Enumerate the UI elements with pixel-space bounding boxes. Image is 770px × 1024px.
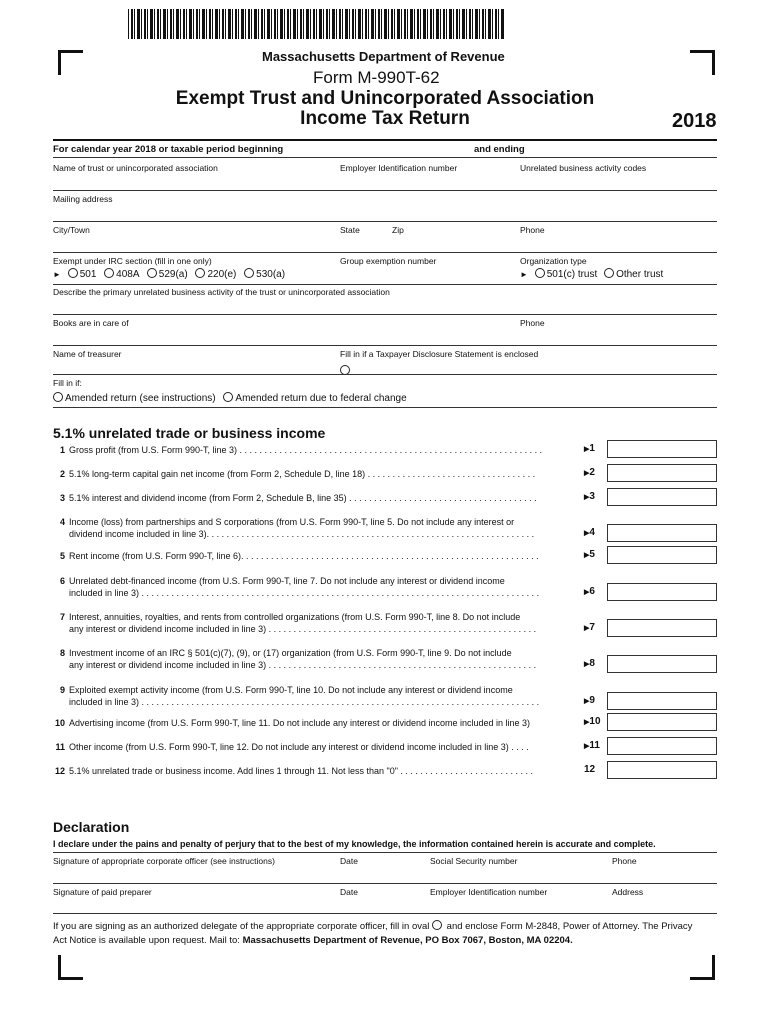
- books-care-label: Books are in care of: [53, 318, 129, 328]
- phone2-label: Phone: [520, 318, 545, 328]
- arrow-icon: ▶: [584, 743, 590, 750]
- line-ref: ▶8: [584, 658, 595, 669]
- arrow-icon: ▶: [584, 494, 590, 501]
- amount-field-line-3[interactable]: [607, 488, 717, 506]
- line-item: [53, 444, 603, 456]
- exempt-option-220e[interactable]: 220(e): [195, 269, 236, 280]
- line-item: [53, 741, 603, 753]
- rule: [53, 190, 717, 191]
- ubac-label: Unrelated business activity codes: [520, 163, 647, 173]
- radio-oval[interactable]: [104, 268, 114, 278]
- rule: [53, 252, 717, 253]
- line-ref: ▶3: [584, 491, 595, 502]
- radio-oval[interactable]: [68, 268, 78, 278]
- line-text: 5.1% unrelated trade or business income. Add lines 1 through 11. Not less than "0" . . . . . . . . . . . . . . . . . . . . . . . . . . .: [69, 766, 533, 776]
- rule: [53, 883, 717, 884]
- amount-field-line-10[interactable]: [607, 713, 717, 731]
- rule: [53, 345, 717, 346]
- amount-field-line-4[interactable]: [607, 524, 717, 542]
- line-number: 3: [59, 493, 65, 503]
- amount-field-line-9[interactable]: [607, 692, 717, 710]
- line-text: Other income (from U.S. Form 990-T, line 12. Do not include any interest or dividend income included in line 3) . . . .: [69, 742, 529, 752]
- mailing-address-label: Mailing address: [53, 194, 113, 204]
- barcode: [128, 9, 504, 39]
- form-title-line2: Income Tax Return: [300, 108, 470, 129]
- tax-year: 2018: [672, 110, 717, 132]
- declaration-text: I declare under the pains and penalty of perjury that to the best of my knowledge, the information contained herein is accurate and complete.: [53, 839, 656, 849]
- treasurer-label: Name of treasurer: [53, 349, 122, 359]
- footer-notice: If you are signing as an authorized delegate of the appropriate corporate officer, fill in oval and enclose Form M-2848, Power of Attorney. The Privacy Act Notice is available upon request. Mail to: Massachusetts Department of Revenue, PO Box 7067, Boston, MA 02204.: [53, 921, 693, 946]
- rule: [53, 852, 717, 853]
- radio-oval[interactable]: [604, 268, 614, 278]
- line-ref: ▶1: [584, 443, 595, 454]
- line-text-continued: included in line 3) . . . . . . . . . . . . . . . . . . . . . . . . . . . . . . . . . . . . . . . . . . . . . . . . . . . . . . . . . . . . . . . . . . . . . . . . . . . . . . . .: [69, 588, 540, 598]
- line-item: [53, 516, 603, 540]
- amount-field-line-8[interactable]: [607, 655, 717, 673]
- address-label: Address: [612, 887, 644, 897]
- line-ref: ▶11: [584, 740, 600, 751]
- arrow-icon: ▶: [584, 625, 590, 632]
- date1-label: Date: [340, 856, 358, 866]
- arrow-icon: ►: [520, 270, 528, 279]
- line-number: 9: [59, 685, 65, 695]
- tds-label: Fill in if a Taxpayer Disclosure Statement is enclosed: [340, 349, 539, 359]
- rule: [53, 913, 717, 914]
- form-title-line1: Exempt Trust and Unincorporated Association: [175, 88, 595, 109]
- line-text-continued: dividend income included in line 3). . . . . . . . . . . . . . . . . . . . . . . . . . . . . . . . . . . . . . . . . . . . . . . . . . . . . . . . . . . . . . . . . .: [69, 529, 535, 539]
- state-label: State: [340, 225, 360, 235]
- line-text: Interest, annuities, royalties, and rents from controlled organizations (from U.S. Form 990-T, line 8. Do not include: [69, 612, 521, 622]
- sig-preparer-label: Signature of paid preparer: [53, 887, 152, 897]
- line-text: Unrelated debt-financed income (from U.S. Form 990-T, line 7. Do not include any interest or dividend income: [69, 576, 505, 586]
- line-text: Advertising income (from U.S. Form 990-T, line 11. Do not include any interest or dividend income included in line 3): [69, 718, 531, 728]
- arrow-icon: ▶: [584, 530, 590, 537]
- group-exemption-label: Group exemption number: [340, 256, 437, 266]
- line-text: Exploited exempt activity income (from U.S. Form 990-T, line 10. Do not include any interest or dividend income: [69, 685, 513, 695]
- line-number: 11: [55, 742, 65, 752]
- radio-oval[interactable]: [223, 392, 233, 402]
- tds-oval[interactable]: [340, 361, 352, 379]
- line-ref: ▶7: [584, 622, 595, 633]
- name-label: Name of trust or unincorporated association: [53, 163, 218, 173]
- ssn-label: Social Security number: [430, 856, 518, 866]
- line-text: Investment income of an IRC § 501(c)(7), (9), or (17) organization (from U.S. Form 990-T, line 9. Do not include: [69, 648, 512, 658]
- line-ref: ▶5: [584, 549, 595, 560]
- line-text: 5.1% interest and dividend income (from Form 2, Schedule B, line 35) . . . . . . . . . . . . . . . . . . . . . . . . . . . . . . . . . . . . . .: [69, 493, 537, 503]
- line-ref: ▶2: [584, 467, 595, 478]
- amended-options: [53, 392, 407, 404]
- exempt-options: [53, 268, 285, 280]
- line-item: [53, 717, 603, 729]
- corner-mark-top-left: [58, 50, 83, 75]
- city-label: City/Town: [53, 225, 90, 235]
- exempt-option-501[interactable]: 501: [68, 269, 97, 280]
- exempt-option-530a[interactable]: 530(a): [244, 269, 285, 280]
- arrow-icon: ▶: [584, 661, 590, 668]
- exempt-option-408a[interactable]: 408A: [104, 269, 139, 280]
- department-name: Massachusetts Department of Revenue: [262, 49, 505, 64]
- org-type-options: [520, 268, 663, 280]
- amount-field-line-1[interactable]: [607, 440, 717, 458]
- rule: [53, 139, 717, 141]
- line-ref: ▶6: [584, 586, 595, 597]
- corner-mark-bottom-right: [690, 955, 715, 980]
- line-number: 6: [59, 576, 65, 586]
- declaration-title: Declaration: [53, 819, 130, 835]
- section-title: 5.1% unrelated trade or business income: [53, 425, 326, 441]
- rule: [53, 157, 717, 158]
- corner-mark-bottom-left: [58, 955, 83, 980]
- line-item: [53, 684, 603, 708]
- rule: [53, 407, 717, 408]
- line-ref: ▶9: [584, 695, 595, 706]
- amended-option-1[interactable]: Amended return (see instructions): [53, 393, 216, 404]
- phone-label: Phone: [520, 225, 545, 235]
- arrow-icon: ▶: [584, 719, 590, 726]
- ein-label: Employer Identification number: [340, 163, 458, 173]
- rule: [53, 374, 717, 375]
- line-number: 10: [54, 718, 65, 728]
- line-text: Income (loss) from partnerships and S corporations (from U.S. Form 990-T, line 5. Do not include any interest or: [69, 517, 515, 527]
- amount-field-line-7[interactable]: [607, 619, 717, 637]
- corner-mark-top-right: [690, 50, 715, 75]
- phone3-label: Phone: [612, 856, 637, 866]
- line-number: 2: [59, 469, 65, 479]
- line-number: 4: [59, 517, 65, 527]
- line-item: [53, 575, 603, 599]
- arrow-icon: ▶: [584, 470, 590, 477]
- arrow-icon: ▶: [584, 589, 590, 596]
- period-beginning-label: For calendar year 2018 or taxable period beginning: [53, 144, 284, 155]
- line-number: 1: [59, 445, 65, 455]
- line-text: 5.1% long-term capital gain net income (from Form 2, Schedule D, line 18) . . . . . . . . . . . . . . . . . . . . . . . . . . . . . . . . . .: [69, 469, 536, 479]
- line-item: [53, 765, 603, 777]
- arrow-icon: ►: [53, 270, 61, 279]
- radio-oval[interactable]: [244, 268, 254, 278]
- exempt-label: Exempt under IRC section (fill in one only): [53, 256, 212, 266]
- radio-oval[interactable]: [53, 392, 63, 402]
- delegate-oval[interactable]: [432, 920, 442, 930]
- line-text: Rent income (from U.S. Form 990-T, line 6). . . . . . . . . . . . . . . . . . . . . . . . . . . . . . . . . . . . . . . . . . . . . . . . . . . . . . . . . . . .: [69, 551, 539, 561]
- line-number: 8: [59, 648, 65, 658]
- radio-oval[interactable]: [147, 268, 157, 278]
- rule: [53, 284, 717, 285]
- arrow-icon: ▶: [584, 446, 590, 453]
- org-option-501c-trust[interactable]: 501(c) trust: [535, 269, 598, 280]
- amount-field-line-12[interactable]: [607, 761, 717, 779]
- line-ref: 12: [584, 764, 596, 775]
- sig-officer-label: Signature of appropriate corporate officer (see instructions): [53, 856, 275, 866]
- describe-activity-label: Describe the primary unrelated business activity of the trust or unincorporated association: [53, 287, 390, 297]
- line-text-continued: any interest or dividend income included in line 3) . . . . . . . . . . . . . . . . . . . . . . . . . . . . . . . . . . . . . . . . . . . . . . . . . . . . . .: [69, 624, 537, 634]
- line-item: [53, 468, 603, 480]
- rule: [53, 221, 717, 222]
- arrow-icon: ▶: [584, 552, 590, 559]
- line-item: [53, 550, 603, 562]
- line-number: 5: [59, 551, 65, 561]
- org-type-label: Organization type: [520, 256, 587, 266]
- period-ending-label: and ending: [474, 144, 525, 155]
- radio-oval[interactable]: [195, 268, 205, 278]
- fill-in-if-label: Fill in if:: [53, 378, 82, 388]
- amount-field-line-2[interactable]: [607, 464, 717, 482]
- amount-field-line-11[interactable]: [607, 737, 717, 755]
- org-option-other-trust[interactable]: Other trust: [604, 269, 663, 280]
- line-text-continued: included in line 3) . . . . . . . . . . . . . . . . . . . . . . . . . . . . . . . . . . . . . . . . . . . . . . . . . . . . . . . . . . . . . . . . . . . . . . . . . . . . . . . .: [69, 697, 540, 707]
- line-text-continued: any interest or dividend income included in line 3) . . . . . . . . . . . . . . . . . . . . . . . . . . . . . . . . . . . . . . . . . . . . . . . . . . . . . .: [69, 660, 537, 670]
- amount-field-line-6[interactable]: [607, 583, 717, 601]
- rule: [53, 314, 717, 315]
- line-text: Gross profit (from U.S. Form 990-T, line 3) . . . . . . . . . . . . . . . . . . . . . . . . . . . . . . . . . . . . . . . . . . . . . . . . . . . . . . . . . . . . .: [69, 445, 543, 455]
- line-item: [53, 647, 603, 671]
- form-number: Form M-990T-62: [313, 68, 440, 87]
- arrow-icon: ▶: [584, 698, 590, 705]
- line-number: 12: [54, 766, 65, 776]
- line-ref: ▶4: [584, 527, 595, 538]
- amended-option-2[interactable]: Amended return due to federal change: [223, 393, 406, 404]
- ein2-label: Employer Identification number: [430, 887, 548, 897]
- line-ref: ▶10: [584, 716, 601, 727]
- line-item: [53, 611, 603, 635]
- zip-label: Zip: [392, 225, 404, 235]
- line-number: 7: [59, 612, 65, 622]
- line-item: [53, 492, 603, 504]
- exempt-option-529a[interactable]: 529(a): [147, 269, 188, 280]
- date2-label: Date: [340, 887, 358, 897]
- radio-oval[interactable]: [535, 268, 545, 278]
- amount-field-line-5[interactable]: [607, 546, 717, 564]
